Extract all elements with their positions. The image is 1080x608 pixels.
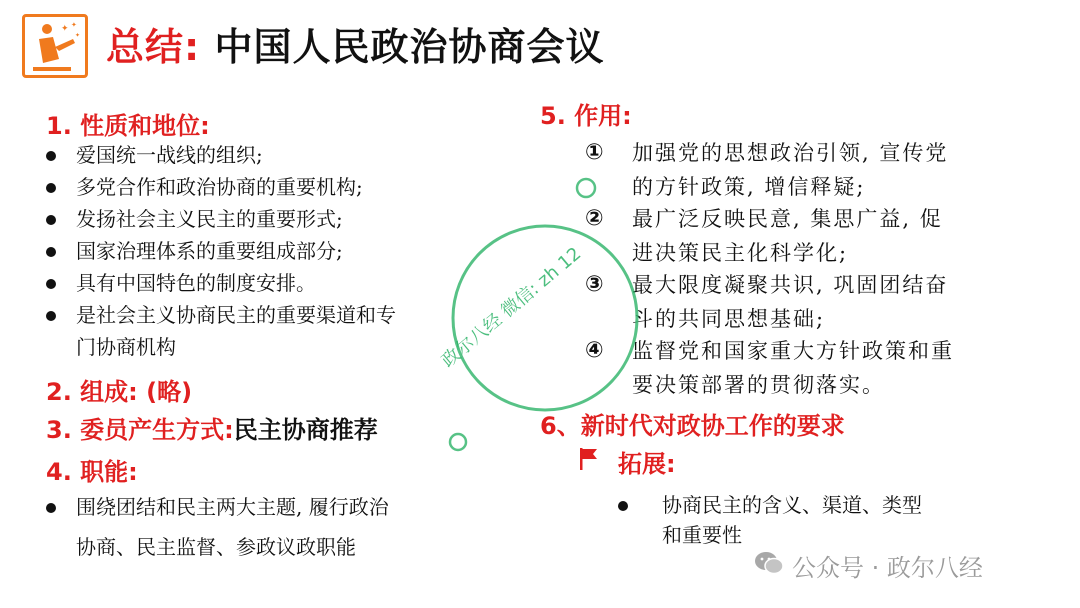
page-title bbox=[106, 16, 604, 71]
section-3-heading: 3. 委员产生方式:民主协商推荐 bbox=[46, 416, 378, 444]
section-4-heading: 4. 职能: bbox=[46, 458, 138, 486]
item-number: ② bbox=[585, 206, 604, 231]
effect-line: 最大限度凝聚共识, 巩固团结奋 bbox=[632, 273, 949, 297]
bullet-icon bbox=[46, 503, 56, 513]
section-1-heading: 1. 性质和地位: bbox=[46, 112, 210, 140]
item-number: ① bbox=[585, 140, 604, 165]
section-6-heading: 6、新时代对政协工作的要求 bbox=[540, 412, 845, 440]
section-3-value: 民主协商推荐 bbox=[233, 416, 378, 444]
footer bbox=[754, 548, 983, 583]
title-prefix: 总结: bbox=[106, 25, 201, 69]
item-number: ③ bbox=[585, 272, 604, 297]
bullet-icon bbox=[46, 215, 56, 225]
wechat-icon bbox=[754, 550, 784, 582]
section-2-heading: 2. 组成: (略) bbox=[46, 378, 193, 406]
effect-line: 最广泛反映民意, 集思广益, 促 bbox=[632, 207, 943, 231]
bullet-icon bbox=[46, 183, 56, 193]
effect-line: 的方针政策, 增信释疑; bbox=[632, 175, 866, 199]
svg-text:✦: ✦ bbox=[61, 24, 69, 34]
footer-text: 公众号 · 政尔八经 bbox=[792, 554, 983, 582]
svg-text:✦: ✦ bbox=[75, 32, 81, 39]
effect-line: 斗的共同思想基础; bbox=[632, 307, 826, 331]
logo-icon bbox=[22, 14, 88, 78]
effect-line: 监督党和国家重大方针政策和重 bbox=[632, 339, 954, 363]
watermark bbox=[410, 158, 670, 458]
bullet-icon bbox=[618, 501, 628, 511]
effect-line: 加强党的思想政治引领, 宣传党 bbox=[632, 141, 949, 165]
watermark-text: 政尔八经 微信: zh 12 bbox=[437, 243, 586, 372]
title-main: 中国人民政治协商会议 bbox=[214, 25, 605, 69]
effect-line: 进决策民主化科学化; bbox=[632, 241, 849, 265]
bullet-icon bbox=[46, 151, 56, 161]
extension-heading: 拓展: bbox=[618, 450, 676, 478]
bullet-icon bbox=[46, 247, 56, 257]
item-number: ④ bbox=[585, 338, 604, 363]
bullet-icon bbox=[46, 311, 56, 321]
svg-text:✦: ✦ bbox=[71, 21, 77, 29]
bullet-icon bbox=[46, 279, 56, 289]
effect-line: 要决策部署的贯彻落实。 bbox=[632, 373, 885, 397]
section-5-heading: 5. 作用: bbox=[540, 102, 632, 130]
